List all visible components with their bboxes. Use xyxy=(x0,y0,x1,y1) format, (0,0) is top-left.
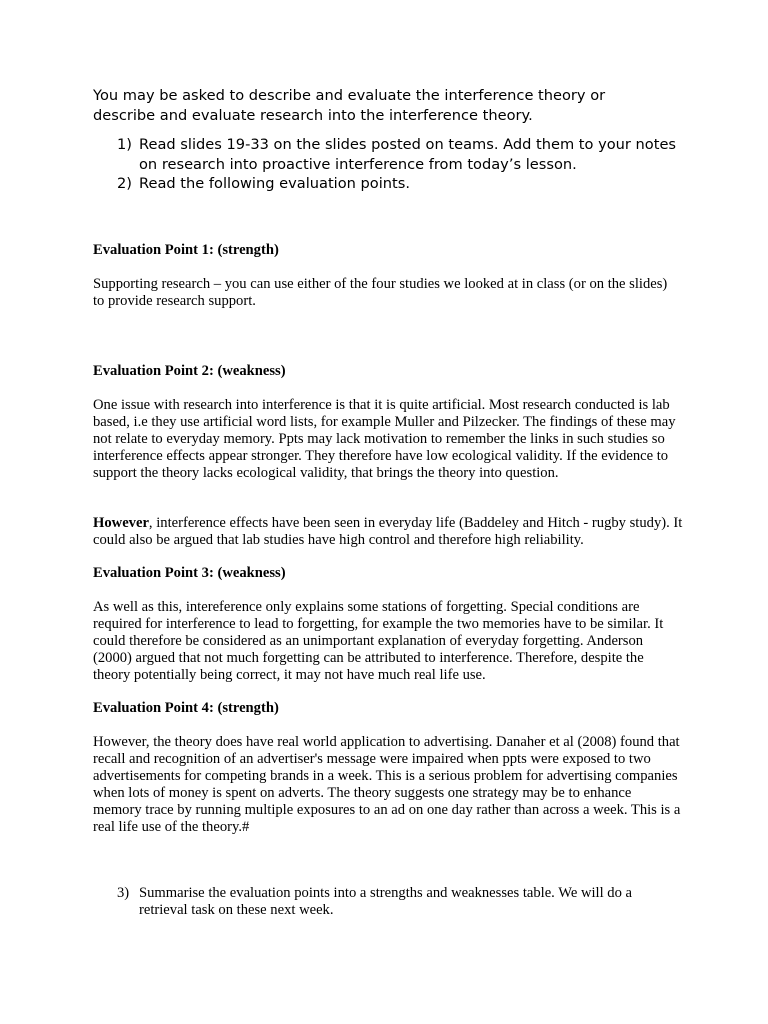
point-1-paragraph: Supporting research – you can use either of the four studies we looked at in class (or on the slides) to provide research support. xyxy=(93,276,668,309)
point-2-paragraph: One issue with research into interference is that it is quite artificial. Most research conducted is lab based, i.e they use artificial word lists, for example Muller and Pilzecker. The findings of these may not relate to everyday memory. Ppts may lack motivation to remember the links in such studies so interference effects appear stronger. They therefore have low ecological validity. If the evidence to support the theory lacks ecological validity, that brings the theory into question. xyxy=(93,397,676,481)
however-bold: However xyxy=(93,515,149,531)
point-2-counter-paragraph xyxy=(93,515,693,549)
point-2-heading: Evaluation Point 2: (weakness) xyxy=(93,363,286,379)
list-number: 2) xyxy=(117,175,132,192)
list-item xyxy=(117,174,677,194)
list-item-text: Read the following evaluation points. xyxy=(139,175,411,192)
point-4-heading: Evaluation Point 4: (strength) xyxy=(93,700,279,716)
counter-text: , interference effects have been seen in everyday life (Baddeley and Hitch - rugby study). It could also be argued that lab studies have high control and therefore high reliability. xyxy=(93,515,683,548)
point-3-paragraph: As well as this, intereference only explains some stations of forgetting. Special conditions are required for interference to lead to forgetting, for example the two memories have to be similar. It could therefore be considered as an unimportant explanation of everyday forgetting. Anderson (2000) argued that not much forgetting can be attributed to interference. Therefore, despite the theory potentially being correct, it may not have much real life use. xyxy=(93,599,664,683)
list-item xyxy=(117,135,677,174)
list-number: 1) xyxy=(117,136,132,153)
list-item-text: Read slides 19-33 on the slides posted on teams. Add them to your notes on research into proactive interference from today’s lesson. xyxy=(139,136,677,173)
point-1-heading: Evaluation Point 1: (strength) xyxy=(93,242,279,258)
list-item xyxy=(117,885,677,919)
point-4-paragraph: However, the theory does have real world application to advertising. Danaher et al (2008) found that recall and recognition of an advertiser's message were impaired when ppts were exposed to two advertisements for competing brands in a week. This is a serious problem for advertising companies when lots of money is spent on adverts. The theory suggests one strategy may be to enhance memory trace by running multiple exposures to an ad on one day rather than across a week. This is a real life use of the theory.# xyxy=(93,734,681,835)
final-task-list xyxy=(117,885,677,919)
task-list xyxy=(117,135,677,194)
list-item-text: Summarise the evaluation points into a strengths and weaknesses table. We will do a retrieval task on these next week. xyxy=(139,885,633,918)
list-number: 3) xyxy=(117,885,130,901)
intro-paragraph: You may be asked to describe and evaluate the interference theory or describe and evaluate research into the interference theory. xyxy=(93,87,606,124)
point-3-heading: Evaluation Point 3: (weakness) xyxy=(93,565,286,581)
